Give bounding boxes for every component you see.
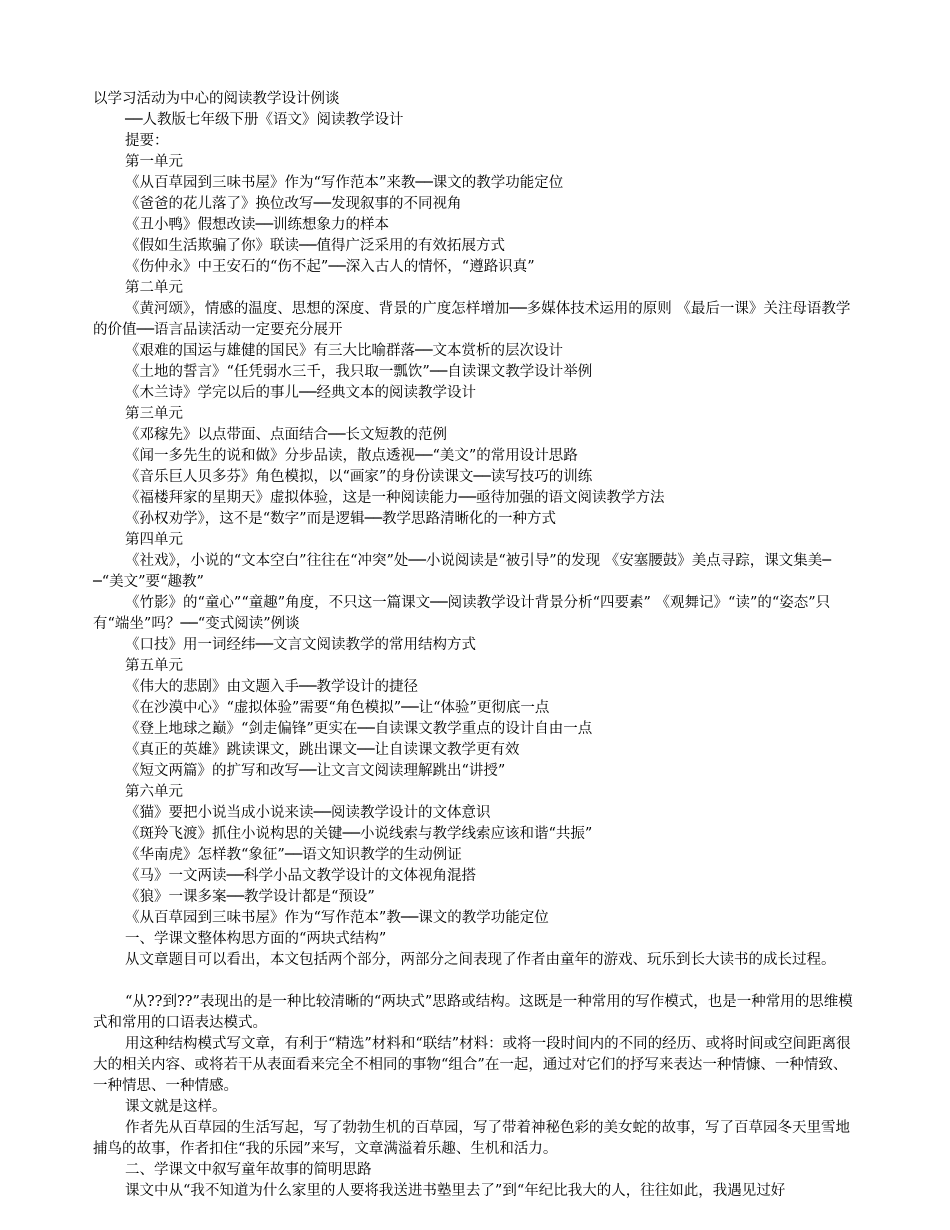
body-paragraph: 课文中从“我不知道为什么家里的人要将我送进书塾里去了”到“年纪比我大的人，往往如此，我遇见过好: [125, 1183, 786, 1199]
document-title: 以学习活动为中心的阅读教学设计例谈: [93, 91, 340, 107]
list-item: 《斑羚飞渡》抓住小说构思的关键──小说线索与教学线索应该和谐“共振”: [125, 826, 593, 842]
list-item: 《狼》一课多案──教学设计都是“预设”: [125, 889, 375, 905]
list-item: 《孙权劝学》，这不是“数字”而是逻辑──教学思路清晰化的一种方式: [125, 511, 557, 527]
unit-heading: 第一单元: [125, 154, 183, 170]
list-item: 《假如生活欺骗了你》联读──值得广泛采用的有效拓展方式: [125, 238, 505, 254]
list-item: 《登上地球之巅》“剑走偏锋”更实在──自读课文教学重点的设计自由一点: [125, 721, 593, 737]
body-paragraph: 作者先从百草园的生活写起，写了勃勃生机的百草园，写了带着神秘色彩的美女蛇的故事，写了百草园冬天里雪地捕鸟的故事，作者扣住“我的乐园”来写，文章满溢着乐趣、生机和活力。: [93, 1120, 850, 1157]
list-item: 《口技》用一词经纬──文言文阅读教学的常用结构方式: [125, 637, 476, 653]
body-paragraph: “从??到??”表现出的是一种比较清晰的“两块式”思路或结构。这既是一种常用的写作模式，也是一种常用的思维模式和常用的口语表达模式。: [93, 994, 853, 1031]
list-item: 《短文两篇》的扩写和改写──让文言文阅读理解跳出“讲授”: [125, 763, 506, 779]
list-item: 《福楼拜家的星期天》虚拟体验，这是一种阅读能力──亟待加强的语文阅读教学方法: [125, 490, 665, 506]
article-title: 《从百草园到三味书屋》作为“写作范本”教──课文的教学功能定位: [125, 910, 549, 926]
section-heading: 二、学课文中叙写童年故事的简明思路: [125, 1162, 372, 1178]
section-heading: 一、学课文整体构思方面的“两块式结构”: [125, 931, 387, 947]
list-item: 《土地的誓言》“任凭弱水三千，我只取一瓢饮”──自读课文教学设计举例: [125, 364, 593, 380]
list-item: 《竹影》的“童心”“童趣”角度，不只这一篇课文──阅读教学设计背景分析“四要素” 《观舞记》“读”的“姿态”只有“端坐”吗？──“变式阅读”例谈: [93, 595, 831, 632]
list-item: 《伤仲永》中王安石的“伤不起”──深入古人的情怀，“遵路识真”: [125, 259, 535, 275]
unit-heading: 第五单元: [125, 658, 183, 674]
document-subtitle: ──人教版七年级下册《语文》阅读教学设计: [125, 112, 404, 128]
list-item: 《在沙漠中心》“虚拟体验”需要“角色模拟”──让“体验”更彻底一点: [125, 700, 550, 716]
list-item: 《爸爸的花儿落了》换位改写──发现叙事的不同视角: [125, 196, 462, 212]
list-item: 《从百草园到三味书屋》作为“写作范本”来教──课文的教学功能定位: [125, 175, 564, 191]
list-item: 《黄河颂》，情感的温度、思想的深度、背景的广度怎样增加──多媒体技术运用的原则 《最后一课》关注母语教学的价值──语言品读活动一定要充分展开: [93, 301, 851, 338]
body-paragraph: 从文章题目可以看出，本文包括两个部分，两部分之间表现了作者由童年的游戏、玩乐到长大读书的成长过程。: [125, 952, 836, 968]
list-item: 《真正的英雄》跳读课文，跳出课文──让自读课文教学更有效: [125, 742, 520, 758]
summary-label: 提要：: [125, 133, 169, 149]
list-item: 《艰难的国运与雄健的国民》有三大比喻群落──文本赏析的层次设计: [125, 343, 563, 359]
list-item: 《华南虎》怎样教“象征”──语文知识教学的生动例证: [125, 847, 462, 863]
list-item: 《闻一多先生的说和做》分步品读，散点透视──“美文”的常用设计思路: [125, 448, 578, 464]
body-paragraph: 用这种结构模式写文章，有利于“精选”材料和“联结”材料：或将一段时间内的不同的经历、或将时间或空间距离很大的相关内容、或将若干从表面看来完全不相同的事物“组合”在一起，通过对它们的抒写来表达一种情慷、一种情致、一种情思、一种情感。: [93, 1036, 851, 1094]
list-item: 《音乐巨人贝多芬》角色模拟，以“画家”的身份读课文──读写技巧的训练: [125, 469, 593, 485]
list-item: 《丑小鸭》假想改读──训练想象力的样本: [125, 217, 389, 233]
list-item: 《马》一文两读──科学小品文教学设计的文体视角混搭: [125, 868, 476, 884]
list-item: 《社戏》，小说的“文本空白”往往在“冲突”处──小说阅读是“被引导”的发现 《安塞腰鼓》美点寻踪，课文集美──“美文”要“趣教”: [93, 553, 832, 590]
unit-heading: 第二单元: [125, 280, 183, 296]
list-item: 《猫》要把小说当成小说来读──阅读教学设计的文体意识: [125, 805, 491, 821]
list-item: 《木兰诗》学完以后的事儿──经典文本的阅读教学设计: [125, 385, 476, 401]
list-item: 《邓稼先》以点带面、点面结合──长文短教的范例: [125, 427, 447, 443]
unit-heading: 第四单元: [125, 532, 183, 548]
unit-heading: 第三单元: [125, 406, 183, 422]
body-paragraph: 课文就是这样。: [125, 1099, 227, 1115]
unit-heading: 第六单元: [125, 784, 183, 800]
list-item: 《伟大的悲剧》由文题入手──教学设计的捷径: [125, 679, 418, 695]
